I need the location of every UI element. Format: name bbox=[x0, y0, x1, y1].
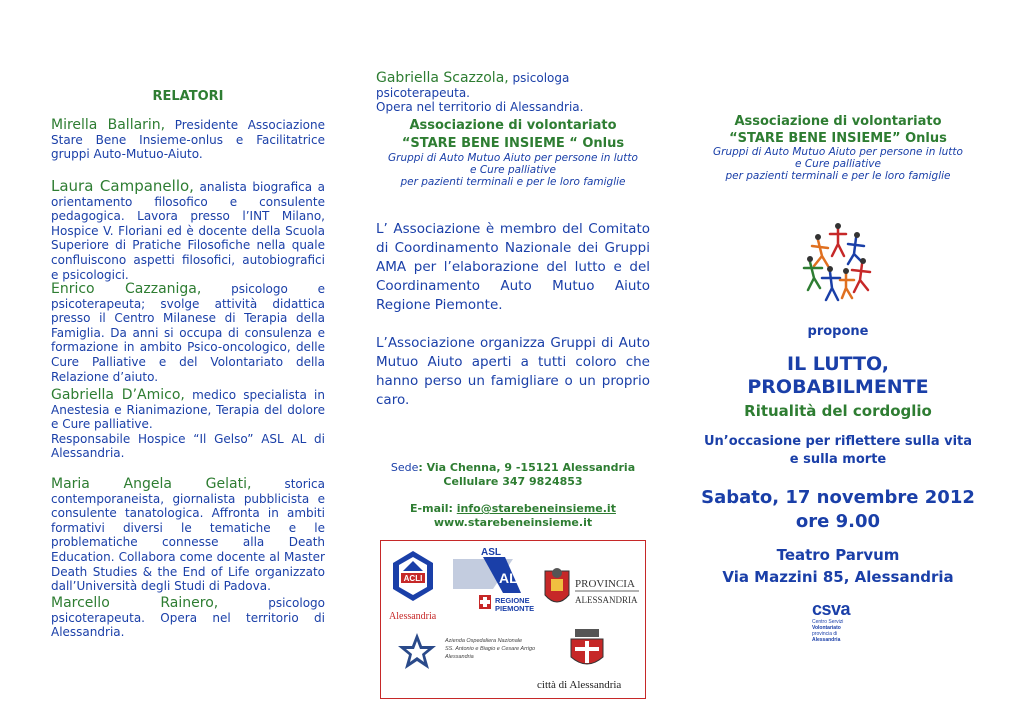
svg-text:PIEMONTE: PIEMONTE bbox=[495, 604, 535, 613]
speaker-name: Gabriella D’Amico, bbox=[51, 387, 185, 403]
csva-line-2: Volontariato bbox=[812, 625, 841, 631]
speaker-gelati bbox=[51, 477, 325, 594]
event-date bbox=[700, 486, 976, 534]
sponsor-logos-box bbox=[380, 540, 646, 699]
assoc-title: Associazione di volontariato bbox=[409, 118, 617, 133]
contact-block bbox=[376, 461, 650, 530]
event-subtitle: Ritualità del cordoglio bbox=[744, 402, 932, 420]
azienda-line-3: Alessandria bbox=[445, 654, 474, 660]
speaker-name: Laura Campanello, bbox=[51, 177, 194, 195]
email-label: E-mail: bbox=[410, 502, 457, 515]
hospital-star-icon bbox=[395, 631, 439, 675]
speaker-name: Maria Angela Gelati, bbox=[51, 476, 252, 492]
event-tagline-line-1: Un’occasione per riflettere sulla vita bbox=[703, 434, 973, 449]
acli-emblem-icon bbox=[391, 549, 435, 609]
scazzola-bio bbox=[376, 71, 650, 115]
event-title bbox=[700, 353, 976, 399]
svg-text:PROVINCIA: PROVINCIA bbox=[575, 578, 635, 590]
assoc-membership-paragraph: L’ Associazione è membro del Comitato di Coordinamento Nazionale dei Gruppi AMA per l’elaborazione del lutto e del Coordinamento Auto Mutuo Aiuto Regione Piemonte. bbox=[376, 221, 650, 313]
event-time-line: ore 9.00 bbox=[795, 511, 881, 532]
assoc-name: “STARE BENE INSIEME” Onlus bbox=[729, 131, 947, 146]
speaker-damico bbox=[51, 388, 325, 461]
speaker-desc: storica contemporaneista, giornalista pubblicista e consulente tanatologica. Affronta in ambiti formativi diversi le tematiche e le problematiche connesse alla Death Education. Collabora come docente al Master Death Studies & the End of Life organizzato dall’Università degli Studi di Padova. bbox=[51, 477, 325, 594]
provincia-logo bbox=[541, 565, 641, 615]
cellulare: Cellulare 347 9824853 bbox=[443, 475, 583, 488]
citta-logo bbox=[533, 627, 641, 693]
assoc-block-right bbox=[700, 114, 976, 182]
csva-line-1: Centro Servizi bbox=[812, 619, 844, 625]
speaker-name: Enrico Cazzaniga, bbox=[51, 281, 202, 297]
speaker-desc-2: Opera nel territorio di Alessandria. bbox=[376, 100, 584, 115]
speaker-desc-2: Responsabile Hospice “Il Gelso” ASL AL di Alessandria. bbox=[51, 431, 325, 461]
propone-label: propone bbox=[807, 324, 869, 339]
provincia-crest-icon bbox=[541, 565, 641, 615]
azienda-line-1: Azienda Ospedaliera Nazionale bbox=[445, 638, 523, 644]
speaker-desc: analista biografica a orientamento filosofico e consulente pedagogica. Lavora presso l’INT Milano, Hospice V. Floriani ed è docente della Scuola Superiore di Pratiche Filosofiche nella quale confluiscono aspetti filosofici, autobiografici e psicologici. bbox=[51, 180, 325, 282]
sede-label: Sede bbox=[390, 461, 419, 474]
csva-line-4: Alessandria bbox=[812, 637, 841, 643]
speaker-cazzaniga bbox=[51, 282, 325, 384]
assoc-sub-2: e Cure palliative bbox=[795, 158, 881, 170]
speaker-rainero bbox=[51, 596, 325, 640]
sede-line bbox=[376, 461, 650, 475]
event-title-line-2: PROBABILMENTE bbox=[747, 376, 929, 398]
speaker-desc: medico specialista in Anestesia e Rianimazione, Terapia del dolore e Cure palliative. bbox=[51, 388, 325, 432]
venue-address: Via Mazzini 85, Alessandria bbox=[722, 568, 954, 586]
assoc-sub-3: per pazienti terminali e per le loro famiglie bbox=[400, 176, 626, 188]
city-crest-icon bbox=[565, 627, 609, 671]
svg-text:AL: AL bbox=[499, 570, 518, 586]
relatori-heading: RELATORI bbox=[152, 89, 224, 104]
event-date-line: Sabato, 17 novembre 2012 bbox=[701, 487, 975, 508]
asl-emblem-icon bbox=[453, 545, 541, 617]
svg-text:ASL: ASL bbox=[481, 547, 501, 558]
assoc-sub-1: Gruppi di Auto Mutuo Aiuto per persone in lutto bbox=[388, 152, 638, 164]
speaker-desc: psicologo e psicoterapeuta; svolge attività didattica presso il Centro Milanese di Terapia della Famiglia. Da anni si occupa di consulenza e formazione in ambito Psico-oncologico, delle Cure Palliative e del Volontariato della Relazione d’aiuto. bbox=[51, 282, 325, 384]
assoc-groups-paragraph: L’Associazione organizza Gruppi di Auto Mutuo Aiuto aperti a tutti coloro che hanno perso un famigliare o un proprio caro. bbox=[376, 335, 650, 408]
csva-logo bbox=[812, 600, 872, 648]
speaker-campanello bbox=[51, 179, 325, 282]
speaker-name: Gabriella Scazzola, bbox=[376, 70, 509, 86]
speaker-desc: psicologo psicoterapeuta. Opera nel territorio di Alessandria. bbox=[51, 596, 325, 640]
email-link[interactable]: info@starebeneinsieme.it bbox=[456, 502, 616, 515]
acli-city: Alessandria bbox=[389, 611, 437, 622]
website-link[interactable]: www.starebeneinsieme.it bbox=[433, 516, 593, 529]
svg-text:ALESSANDRIA: ALESSANDRIA bbox=[575, 595, 638, 605]
event-tagline-line-2: e sulla morte bbox=[789, 452, 887, 467]
assoc-sub-1: Gruppi di Auto Mutuo Aiuto per persone in lutto bbox=[713, 146, 963, 158]
speaker-desc: Presidente Associazione Stare Bene Insieme-onlus e Facilitatrice gruppi Auto-Mutuo-Aiuto. bbox=[51, 118, 325, 162]
svg-text:REGIONE: REGIONE bbox=[495, 596, 530, 605]
svg-text:ACLI: ACLI bbox=[403, 574, 423, 583]
assoc-sub-2: e Cure palliative bbox=[470, 164, 556, 176]
assoc-block-middle bbox=[376, 118, 650, 188]
csva-line-3: provincia di bbox=[812, 631, 838, 637]
event-title-line-1: IL LUTTO, bbox=[787, 353, 889, 375]
dancing-figures-illustration bbox=[800, 222, 876, 304]
event-venue bbox=[700, 544, 976, 588]
asl-al-logo bbox=[453, 545, 541, 617]
venue-name: Teatro Parvum bbox=[776, 546, 900, 564]
dancing-figures-icon bbox=[800, 222, 876, 304]
azienda-line-2: SS. Antonio e Biagio e Cesare Arrigo bbox=[445, 646, 536, 652]
sede-value: : Via Chenna, 9 -15121 Alessandria bbox=[418, 461, 636, 474]
email-line bbox=[376, 502, 650, 516]
event-tagline bbox=[700, 433, 976, 469]
speaker-name: Marcello Rainero, bbox=[51, 595, 219, 611]
assoc-title: Associazione di volontariato bbox=[734, 114, 942, 129]
citta-label: città di Alessandria bbox=[537, 679, 622, 691]
assoc-name: “STARE BENE INSIEME “ Onlus bbox=[401, 136, 625, 151]
speaker-name: Mirella Ballarin, bbox=[51, 117, 166, 133]
acli-logo bbox=[389, 549, 437, 622]
csva-wordmark: csva bbox=[812, 599, 851, 619]
speaker-desc: psicologa psicoterapeuta. bbox=[376, 71, 570, 100]
assoc-sub-3: per pazienti terminali e per le loro famiglie bbox=[725, 170, 951, 182]
speaker-ballarin bbox=[51, 118, 325, 162]
